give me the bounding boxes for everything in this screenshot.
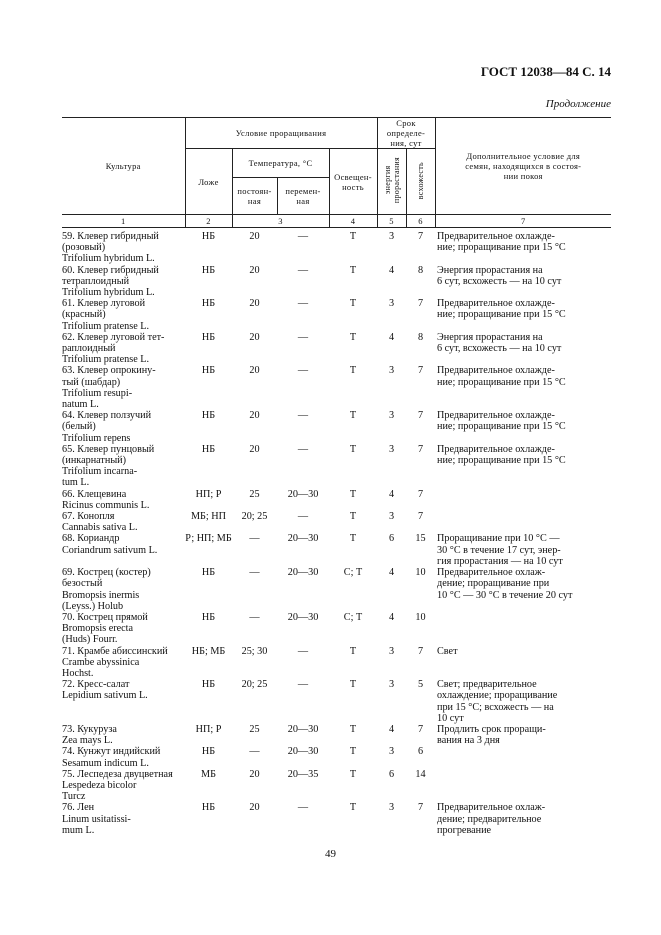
- germination-days: 7: [417, 488, 424, 500]
- table-row: [62, 298, 611, 332]
- lighting: Т: [349, 443, 357, 455]
- temp-constant: —: [249, 533, 260, 545]
- energy-days: 6: [388, 533, 395, 545]
- temp-constant: —: [249, 746, 260, 758]
- lighting: Т: [349, 231, 357, 242]
- extra-condition: Предварительное охлажде- ние; проращивание при 15 °С: [437, 443, 566, 467]
- culture-name: 61. Клевер луговой (красный) Trifolium pratense L.: [62, 298, 150, 332]
- germination-days: 7: [417, 723, 424, 735]
- germination-days: 14: [415, 768, 426, 780]
- temp-constant: 20: [249, 768, 260, 780]
- germination-days: 7: [417, 802, 424, 814]
- bed: НБ: [201, 746, 216, 758]
- extra-condition: Предварительное охлажде- ние; проращивание при 15 °С: [437, 231, 566, 254]
- page-number: 49: [325, 848, 336, 860]
- table-row: [62, 365, 611, 410]
- energy-days: 4: [388, 723, 395, 735]
- culture-name: 70. Кострец прямой Bromopsis erecta (Huds) Fourr.: [62, 611, 148, 646]
- germination-table: [62, 117, 611, 836]
- culture-name: 73. Кукуруза Zea mays L.: [62, 723, 117, 747]
- temp-variable: —: [297, 511, 309, 523]
- temp-variable: —: [297, 410, 309, 422]
- header-energy: энергия прорастания: [377, 149, 406, 215]
- extra-condition: Свет: [437, 645, 458, 657]
- temp-constant: —: [249, 567, 260, 579]
- bed: НБ: [201, 679, 216, 691]
- temp-constant: 20: [249, 331, 260, 343]
- table-row: [62, 410, 611, 444]
- extra-condition: Продлить срок проращи- вания на 3 дня: [437, 723, 546, 747]
- temp-constant: 20; 25: [241, 511, 268, 523]
- extra-condition: Предварительное охлаж- дение; проращивание при 10 °С — 30 °С в течение 20 сут: [437, 567, 573, 601]
- germination-days: 7: [417, 645, 424, 657]
- extra-condition: [435, 511, 611, 533]
- header-extra: Дополнительное условие для семян, находящихся в состоя- нии покоя: [435, 118, 611, 215]
- temp-constant: —: [249, 611, 260, 623]
- germination-days: 15: [415, 533, 426, 545]
- extra-condition: [435, 769, 611, 803]
- temp-variable: 20—30: [287, 567, 319, 579]
- extra-condition: Энергия прорастания на 6 сут, всхожесть — на 10 сут: [437, 331, 562, 355]
- temp-constant: 25: [249, 488, 260, 500]
- germination-days: 7: [417, 298, 424, 310]
- temp-variable: 20—30: [287, 488, 319, 500]
- lighting: Т: [349, 331, 357, 343]
- extra-condition: [435, 612, 611, 646]
- germination-days: 10: [415, 611, 426, 623]
- temp-constant: 20: [249, 231, 260, 242]
- header-temperature: Температура, °С: [232, 149, 329, 178]
- temp-constant: 25; 30: [241, 645, 268, 657]
- table-body: [62, 228, 611, 836]
- temp-variable: —: [297, 645, 309, 657]
- culture-name: 75. Леспедеза двуцветная Lespedeza bicolor Turcz: [62, 768, 173, 803]
- germination-days: 7: [417, 231, 424, 242]
- energy-days: 6: [388, 768, 395, 780]
- lighting: Т: [349, 746, 357, 758]
- lighting: Т: [349, 679, 357, 691]
- temp-constant: 20: [249, 298, 260, 310]
- bed: НБ: [201, 410, 216, 422]
- bed: НБ: [201, 802, 216, 814]
- temp-variable: —: [297, 264, 309, 276]
- energy-days: 3: [388, 443, 395, 455]
- energy-days: 3: [388, 231, 395, 242]
- temp-variable: 20—30: [287, 723, 319, 735]
- energy-days: 4: [388, 264, 395, 276]
- temp-variable: 20—30: [287, 533, 319, 545]
- bed: НБ; МБ: [191, 645, 226, 657]
- germination-days: 10: [415, 567, 426, 579]
- table-row: [62, 746, 611, 768]
- header-lighting: Освещен- ность: [329, 149, 377, 215]
- energy-days: 3: [388, 298, 395, 310]
- header-conditions: Условие проращивания: [185, 118, 377, 149]
- extra-condition: Предварительное охлажде- ние; проращивание при 15 °С: [437, 365, 566, 388]
- extra-condition: Предварительное охлаж- дение; предварительное прогревание: [437, 802, 546, 836]
- temp-variable: 20—35: [287, 768, 319, 780]
- extra-condition: [435, 746, 611, 768]
- energy-days: 3: [388, 645, 395, 657]
- extra-condition: Предварительное охлажде- ние; проращивание при 15 °С: [437, 410, 566, 433]
- energy-days: 3: [388, 365, 395, 377]
- bed: НП; Р: [195, 723, 222, 735]
- bed: НБ: [201, 365, 216, 377]
- header-bed: Ложе: [185, 149, 232, 215]
- col-num-7: 7: [435, 215, 611, 228]
- bed: НБ: [201, 298, 216, 310]
- lighting: Т: [349, 511, 357, 523]
- lighting: С; Т: [343, 611, 363, 623]
- culture-name: 74. Кунжут индийский Sesamum indicum L.: [62, 746, 161, 769]
- temp-variable: —: [297, 365, 309, 377]
- germination-days: 8: [417, 264, 424, 276]
- extra-condition: [435, 489, 611, 511]
- extra-condition: Предварительное охлажде- ние; проращивание при 15 °С: [437, 298, 566, 321]
- energy-days: 3: [388, 746, 395, 758]
- culture-name: 64. Клевер ползучий (белый) Trifolium repens: [62, 410, 152, 444]
- culture-name: 65. Клевер пунцовый (инкарнатный) Trifolium incarna- tum L.: [62, 443, 155, 489]
- header-culture: Культура: [62, 118, 185, 215]
- bed: НБ: [201, 331, 216, 343]
- culture-name: 63. Клевер опрокину- тый (шабдар) Trifolium resupi- natum L.: [62, 365, 156, 411]
- continuation-label: Продолжение: [545, 98, 611, 110]
- temp-constant: 20: [249, 802, 260, 814]
- col-num-6: 6: [406, 215, 435, 228]
- germination-days: 5: [417, 679, 424, 691]
- lighting: Т: [349, 488, 357, 500]
- temp-variable: —: [297, 679, 309, 691]
- table-row: [62, 265, 611, 299]
- table-row: [62, 612, 611, 646]
- table-row: [62, 679, 611, 724]
- culture-name: 68. Кориандр Coriandrum sativum L.: [62, 533, 158, 556]
- lighting: Т: [349, 645, 357, 657]
- culture-name: 67. Конопля Cannabis sativa L.: [62, 511, 138, 534]
- bed: НП; Р: [195, 488, 222, 500]
- culture-name: 76. Лен Linum usitatissi- mum L.: [62, 802, 131, 836]
- energy-days: 4: [388, 611, 395, 623]
- temp-variable: —: [297, 231, 309, 242]
- table-row: [62, 567, 611, 612]
- energy-days: 4: [388, 488, 395, 500]
- lighting: Т: [349, 723, 357, 735]
- culture-name: 72. Кресс-салат Lepidium sativum L.: [62, 679, 148, 702]
- table-row: [62, 802, 611, 836]
- temp-variable: —: [297, 802, 309, 814]
- energy-days: 3: [388, 679, 395, 691]
- extra-condition: Свет; предварительное охлаждение; проращивание при 15 °С; всхожесть — на 10 сут: [437, 679, 558, 724]
- temp-constant: 20; 25: [241, 679, 268, 691]
- energy-days: 4: [388, 567, 395, 579]
- temp-constant: 20: [249, 443, 260, 455]
- lighting: Т: [349, 802, 357, 814]
- energy-days: 3: [388, 511, 395, 523]
- lighting: Т: [349, 410, 357, 422]
- culture-name: 71. Крамбе абиссинский Crambe abyssinica Hochst.: [62, 645, 168, 679]
- culture-name: 59. Клевер гибридный (розовый) Trifolium hybridum L.: [62, 231, 159, 265]
- lighting: Т: [349, 533, 357, 545]
- header-variable: перемен- ная: [277, 178, 329, 215]
- temp-variable: —: [297, 443, 309, 455]
- germination-days: 7: [417, 410, 424, 422]
- bed: МБ; НП: [191, 511, 226, 523]
- bed: НБ: [201, 567, 216, 579]
- table-row: [62, 724, 611, 746]
- energy-days: 3: [388, 410, 395, 422]
- table-row: [62, 444, 611, 489]
- col-num-5: 5: [377, 215, 406, 228]
- lighting: Т: [349, 264, 357, 276]
- bed: НБ: [201, 611, 216, 623]
- germination-days: 6: [417, 746, 424, 758]
- table-row: [62, 646, 611, 680]
- col-num-3: 3: [232, 215, 329, 228]
- bed: НБ: [201, 231, 216, 242]
- energy-days: 3: [388, 802, 395, 814]
- bed: НБ: [201, 264, 216, 276]
- temp-variable: 20—30: [287, 611, 319, 623]
- extra-condition: Энергия прорастания на 6 сут, всхожесть — на 10 сут: [437, 264, 562, 287]
- header-constant: постоян- ная: [232, 178, 277, 215]
- col-num-4: 4: [329, 215, 377, 228]
- table-row: [62, 769, 611, 803]
- temp-constant: 20: [249, 410, 260, 422]
- temp-variable: —: [297, 331, 309, 343]
- germination-days: 7: [417, 511, 424, 523]
- culture-name: 69. Кострец (костер) безостый Bromopsis inermis (Leyss.) Holub: [62, 567, 151, 612]
- germination-days: 7: [417, 443, 424, 455]
- col-num-2: 2: [185, 215, 232, 228]
- temp-constant: 20: [249, 365, 260, 377]
- table-row: [62, 228, 611, 265]
- culture-name: 62. Клевер луговой тет- раплоидный Trifolium pratense L.: [62, 331, 165, 366]
- col-num-1: 1: [62, 215, 185, 228]
- culture-name: 66. Клещевина Ricinus communis L.: [62, 488, 150, 511]
- bed: Р; НП; МБ: [185, 533, 232, 545]
- germination-days: 8: [417, 331, 424, 343]
- table-row: [62, 332, 611, 366]
- bed: НБ: [201, 443, 216, 455]
- table-row: [62, 489, 611, 511]
- header-germination: всхожесть: [406, 149, 435, 215]
- extra-condition: Проращивание при 10 °С — 30 °С в течение 17 сут, энер- гия прорастания — на 10 сут: [437, 533, 563, 567]
- bed: МБ: [201, 768, 216, 780]
- document-header: ГОСТ 12038—84 С. 14: [480, 64, 611, 79]
- culture-name: 60. Клевер гибридный тетраплоидный Trifolium hybridum L.: [62, 264, 159, 299]
- table-row: [62, 533, 611, 567]
- temp-variable: —: [297, 298, 309, 310]
- germination-days: 7: [417, 365, 424, 377]
- lighting: Т: [349, 298, 357, 310]
- header-term: Срок определе- ния, сут: [377, 118, 435, 149]
- lighting: Т: [349, 768, 357, 780]
- lighting: С; Т: [343, 567, 363, 579]
- temp-constant: 20: [249, 264, 260, 276]
- temp-variable: 20—30: [287, 746, 319, 758]
- lighting: Т: [349, 365, 357, 377]
- temp-constant: 25: [249, 723, 260, 735]
- table-row: [62, 511, 611, 533]
- energy-days: 4: [388, 331, 395, 343]
